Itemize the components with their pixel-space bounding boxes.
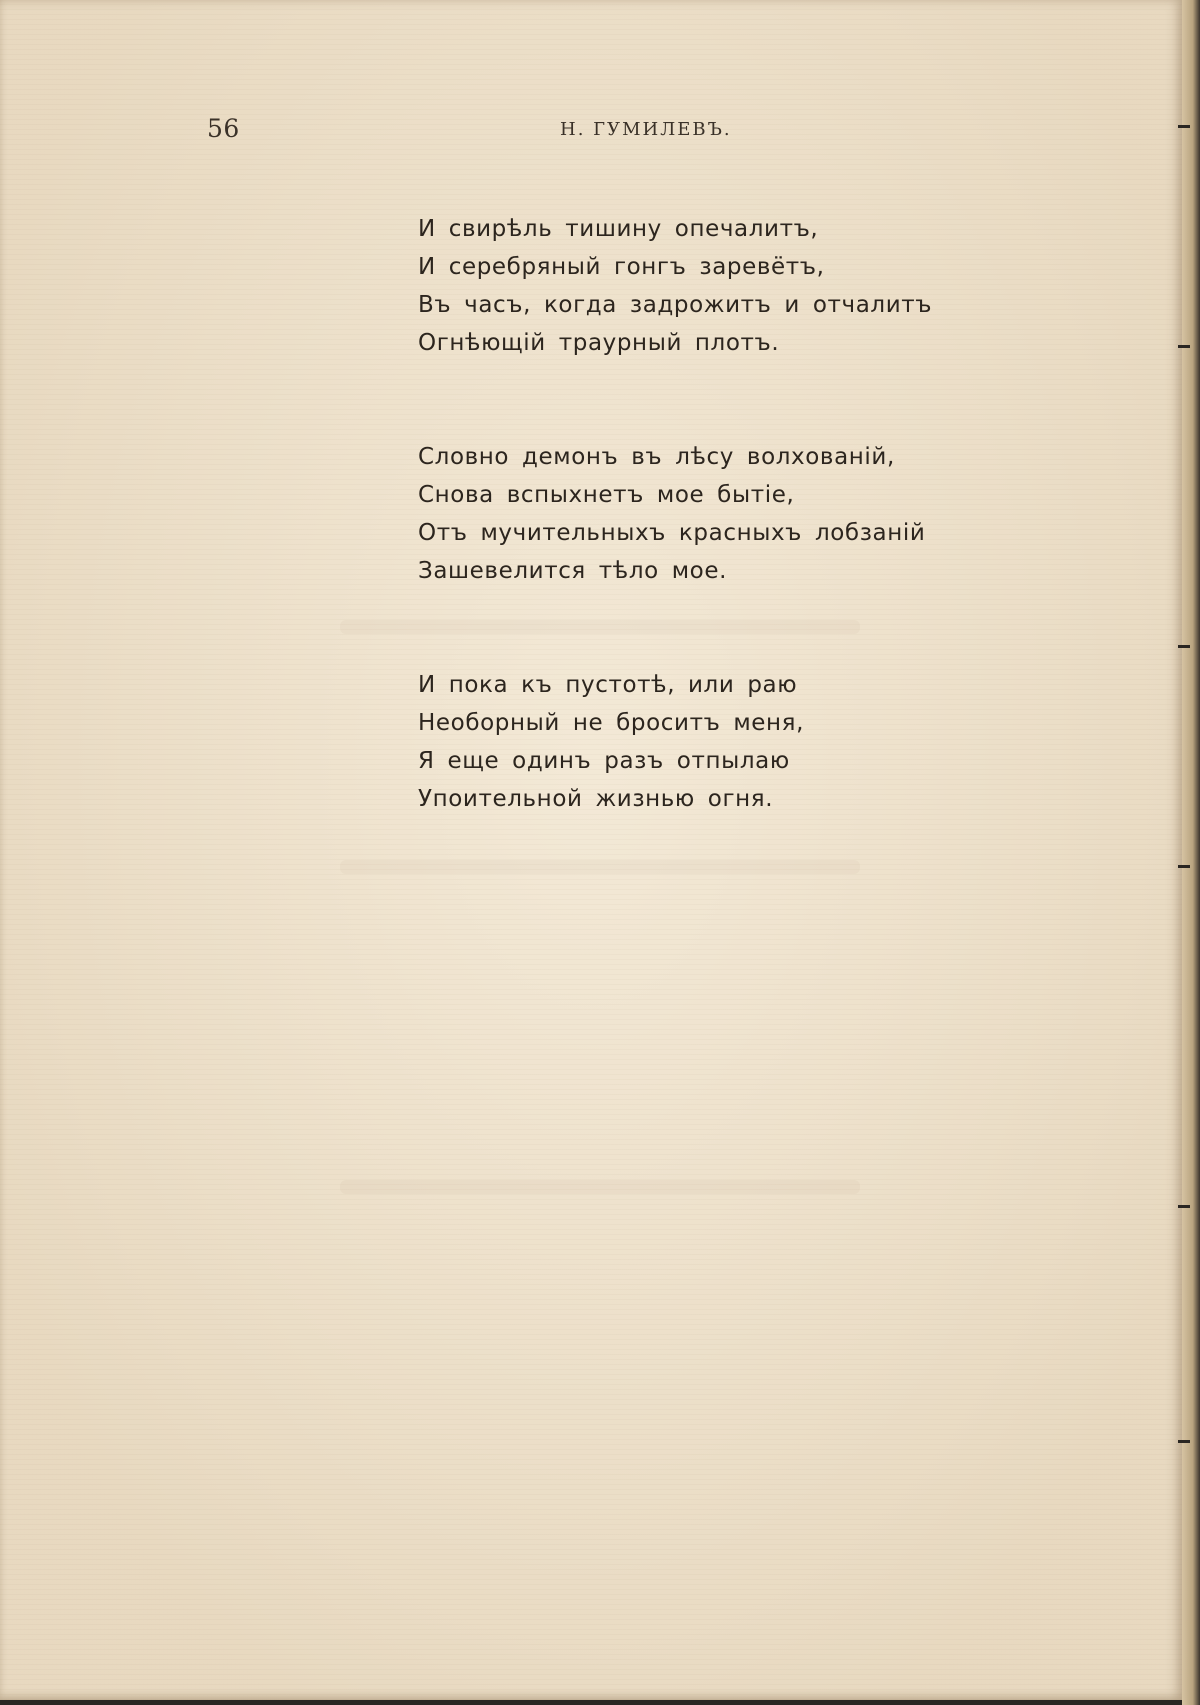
verse-line: Огнѣющій траурный плотъ. (418, 330, 780, 356)
stitch-mark (1178, 125, 1190, 128)
verse-line: И пока къ пустотѣ, или раю (418, 672, 798, 698)
verse-line: И серебряный гонгъ заревётъ, (418, 254, 825, 280)
stitch-mark (1178, 645, 1190, 648)
stitch-mark (1178, 1440, 1190, 1443)
verse-line: Упоительной жизнью огня. (418, 786, 774, 812)
stanza (418, 210, 938, 362)
show-through-text (340, 1180, 860, 1194)
stanza (418, 666, 938, 818)
verse-line: Отъ мучительныхъ красныхъ лобзаній (418, 520, 926, 546)
stitch-mark (1178, 1205, 1190, 1208)
verse-line: Словно демонъ въ лѣсу волхованій, (418, 444, 895, 470)
running-head: Н. ГУМИЛЕВЪ. (560, 119, 732, 140)
stitch-mark (1178, 865, 1190, 868)
verse-line: Въ часъ, когда задрожитъ и отчалитъ (418, 292, 933, 318)
stanza (418, 438, 938, 590)
verse-line: Необорный не броситъ меня, (418, 710, 805, 736)
verse-line: Снова вспыхнетъ мое бытіе, (418, 482, 795, 508)
page-number: 56 (207, 114, 240, 143)
verse-line: Зашевелится тѣло мое. (418, 558, 727, 584)
stitch-mark (1178, 345, 1190, 348)
poem (418, 210, 938, 894)
verse-line: Я еще одинъ разъ отпылаю (418, 748, 790, 774)
verse-line: И свирѣль тишину опечалитъ, (418, 216, 819, 242)
page-edge (1182, 0, 1200, 1705)
